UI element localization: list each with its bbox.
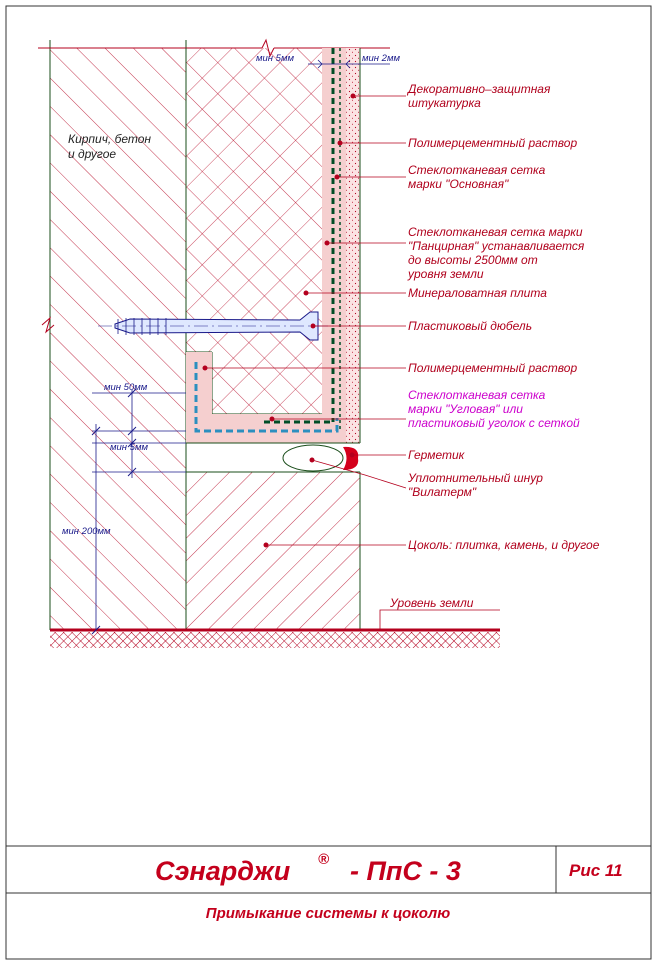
label-mesh-armored-1: Стеклотканевая сетка марки bbox=[408, 225, 583, 239]
decorative-plaster bbox=[346, 48, 360, 443]
label-mesh-main-1: Стеклотканевая сетка bbox=[408, 163, 546, 177]
title-brand: Сэнарджи bbox=[155, 856, 291, 886]
label-mortar-top: Полимерцементный раствор bbox=[408, 136, 578, 150]
label-wall-material-2: и другое bbox=[68, 147, 117, 161]
dim-min-5mm-bottom: мин 5мм bbox=[110, 442, 148, 453]
label-cord-1: Уплотнительный шнур bbox=[408, 471, 543, 485]
dim-min-2mm: мин 2мм bbox=[362, 53, 400, 64]
dim-min-50mm: мин 50мм bbox=[104, 382, 148, 393]
title-code: - ПпС - 3 bbox=[350, 856, 461, 886]
label-plaster-2: штукатурка bbox=[408, 96, 481, 110]
dim-min-200mm: мин 200мм bbox=[62, 526, 111, 537]
label-mineral-board: Минераловатная плита bbox=[408, 286, 547, 300]
label-mesh-armored-3: до высоты 2500мм от bbox=[408, 253, 538, 267]
label-mesh-corner-2: марки "Угловая" или bbox=[408, 402, 523, 416]
masonry-wall bbox=[42, 40, 186, 630]
label-plaster-1: Декоративно–защитная bbox=[408, 82, 551, 96]
drawing-subtitle: Примыкание системы к цоколю bbox=[205, 905, 451, 922]
board-adhesive bbox=[322, 48, 328, 428]
label-mesh-corner-3: пластиковый уголок с сеткой bbox=[408, 416, 580, 430]
label-plinth: Цоколь: плитка, камень, и другое bbox=[408, 538, 600, 552]
plinth bbox=[186, 443, 360, 630]
label-mortar-bottom: Полимерцементный раствор bbox=[408, 361, 578, 375]
figure-number: Рис 11 bbox=[569, 861, 623, 880]
label-dowel: Пластиковый дюбель bbox=[408, 319, 533, 333]
label-mesh-main-2: марки "Основная" bbox=[408, 177, 509, 191]
label-cord-2: "Вилатерм" bbox=[408, 485, 477, 499]
label-wall-material-1: Кирпич, бетон bbox=[68, 132, 152, 146]
label-mesh-armored-4: уровня земли bbox=[408, 267, 484, 281]
label-ground-level: Уровень земли bbox=[390, 596, 474, 610]
sealant bbox=[343, 447, 358, 470]
label-sealant: Герметик bbox=[408, 448, 465, 462]
label-mesh-corner-1: Стеклотканевая сетка bbox=[408, 388, 546, 402]
ground bbox=[50, 630, 500, 648]
label-mesh-armored-2: "Панцирная" устанавливается bbox=[408, 239, 585, 253]
title-registered-mark: ® bbox=[318, 851, 330, 868]
dim-min-5mm-top: мин 5мм bbox=[256, 53, 294, 64]
title-block bbox=[6, 846, 651, 922]
